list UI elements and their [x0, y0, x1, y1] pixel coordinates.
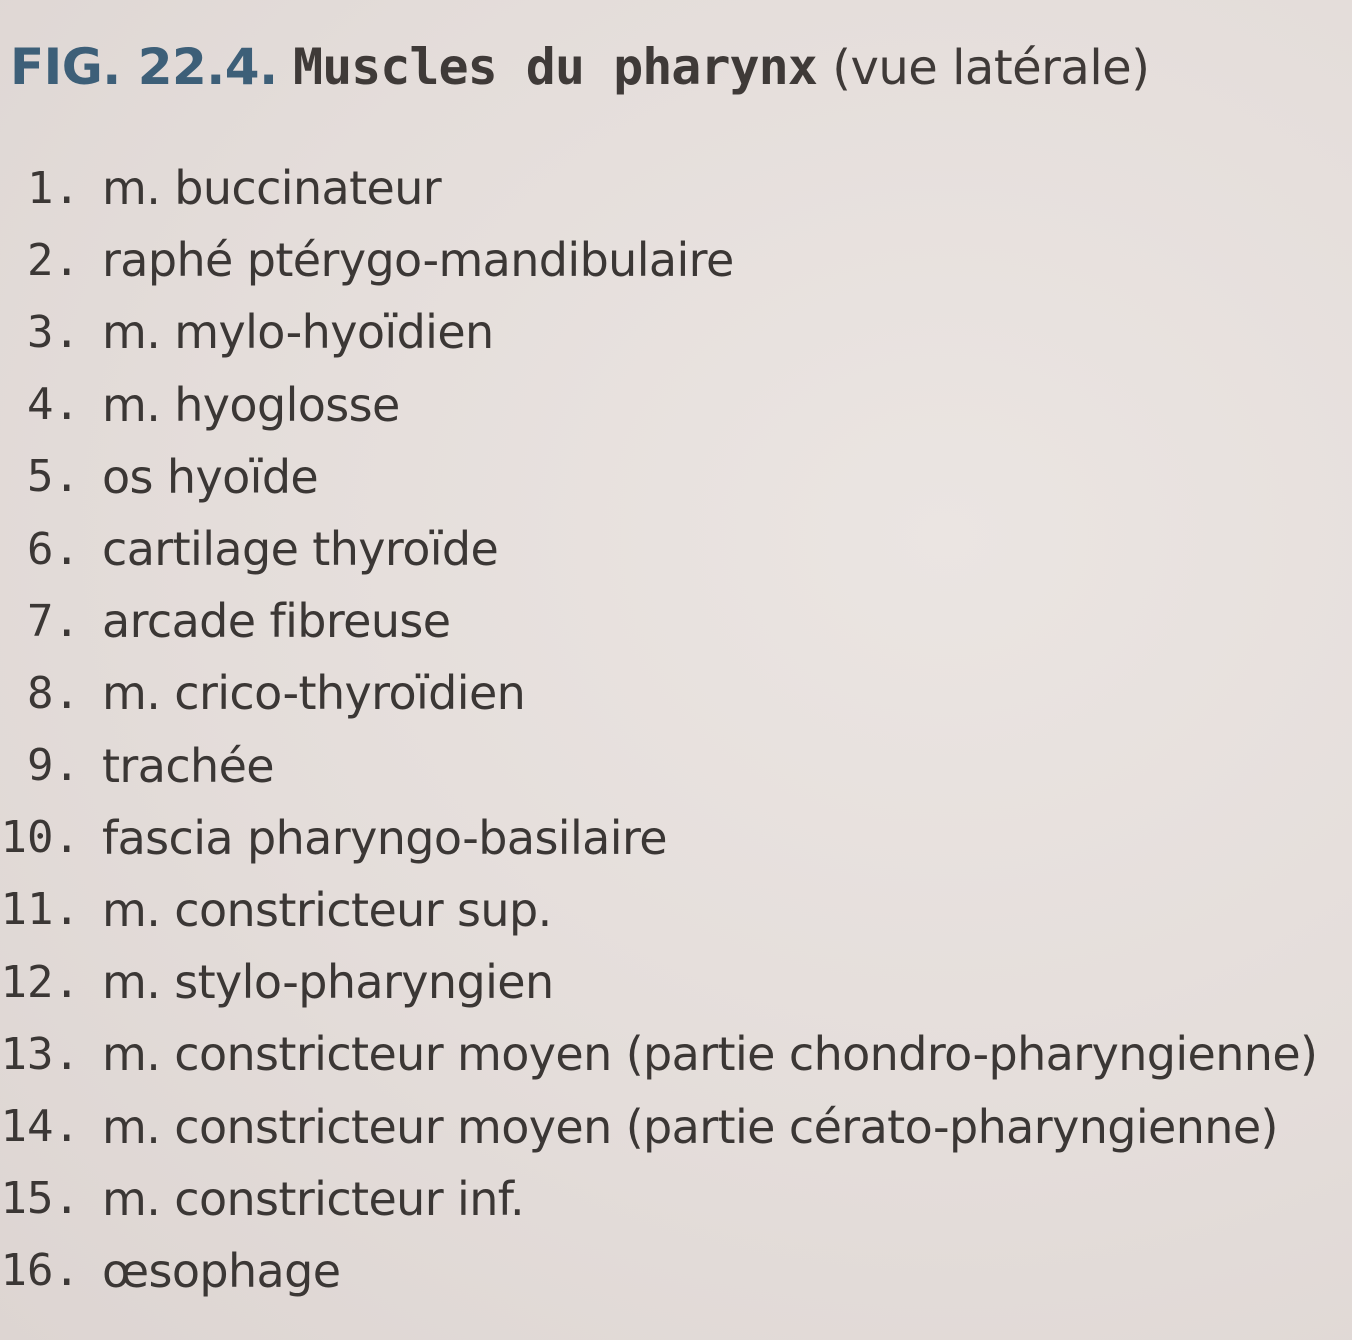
legend-item — [0, 657, 1317, 729]
legend-label: m. buccinateur — [102, 161, 442, 216]
legend-label: fascia pharyngo-basilaire — [102, 810, 667, 865]
legend-number: 16. — [0, 1245, 80, 1297]
legend-number: 7. — [27, 595, 80, 647]
legend-item — [0, 1018, 1317, 1090]
legend-item — [0, 1163, 1317, 1235]
legend-number: 15. — [0, 1173, 80, 1225]
legend-label: m. crico-thyroïdien — [102, 666, 526, 721]
legend-number: 2. — [27, 234, 80, 286]
legend-label: os hyoïde — [102, 449, 319, 504]
legend-label: m. constricteur moyen (partie cérato-pharyngienne) — [102, 1099, 1278, 1154]
legend-item — [0, 585, 1317, 657]
legend-label: m. stylo-pharyngien — [102, 955, 554, 1010]
legend-number: 13. — [0, 1028, 80, 1080]
legend-number: 12. — [0, 956, 80, 1008]
legend-number: 11. — [0, 884, 80, 936]
legend-label: arcade fibreuse — [102, 594, 451, 649]
legend-item — [0, 730, 1317, 802]
legend-label: raphé ptérygo-mandibulaire — [102, 233, 734, 288]
legend-item — [0, 946, 1317, 1018]
figure-name: Muscles du pharynx — [292, 38, 817, 96]
figure-label: FIG. 22.4. — [10, 38, 278, 96]
legend-label: m. constricteur sup. — [102, 882, 552, 937]
legend-item — [0, 224, 1317, 296]
legend-number: 8. — [27, 667, 80, 719]
legend-number: 10. — [0, 812, 80, 864]
legend-item — [0, 874, 1317, 946]
legend-label: m. constricteur moyen (partie chondro-pharyngienne) — [102, 1027, 1318, 1082]
legend-label: m. constricteur inf. — [102, 1171, 525, 1226]
legend-label: œsophage — [102, 1243, 341, 1298]
legend-number: 5. — [27, 451, 80, 503]
legend-number: 9. — [27, 740, 80, 792]
legend-number: 6. — [27, 523, 80, 575]
figure-subtitle: (vue latérale) — [832, 40, 1150, 96]
legend-item — [0, 802, 1317, 874]
legend-label: cartilage thyroïde — [102, 522, 499, 577]
legend-label: trachée — [102, 738, 274, 793]
legend-item — [0, 369, 1317, 441]
legend-number: 1. — [27, 162, 80, 214]
figure-title — [10, 38, 1149, 96]
legend-item — [0, 1090, 1317, 1162]
legend-number: 3. — [27, 306, 80, 358]
legend-item — [0, 152, 1317, 224]
legend-list — [0, 152, 1317, 1307]
legend-label: m. mylo-hyoïdien — [102, 305, 494, 360]
legend-item — [0, 513, 1317, 585]
legend-label: m. hyoglosse — [102, 377, 400, 432]
legend-item — [0, 296, 1317, 368]
legend-number: 14. — [0, 1101, 80, 1153]
legend-item — [0, 1235, 1317, 1307]
legend-item — [0, 441, 1317, 513]
legend-number: 4. — [27, 379, 80, 431]
